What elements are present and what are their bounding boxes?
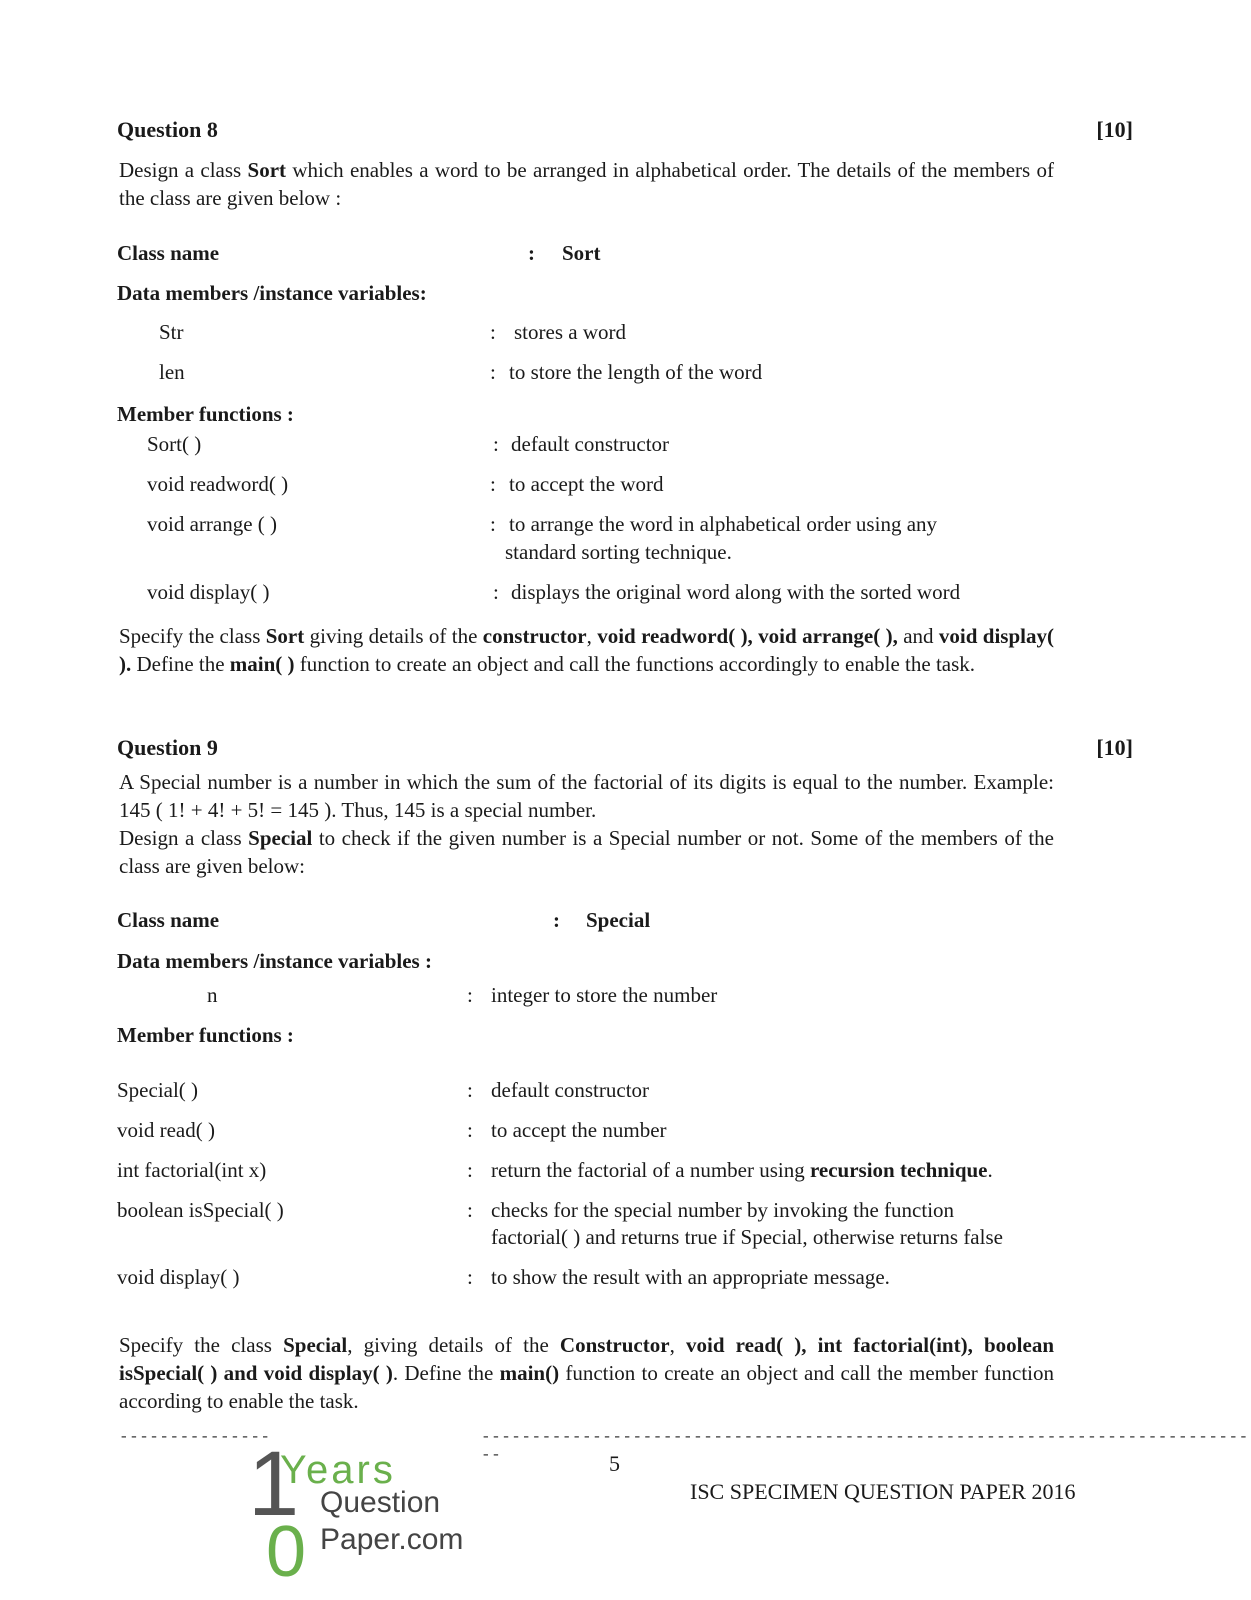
data-members-label: Data members /instance variables: (117, 281, 427, 305)
member-function-desc: default constructor (491, 1078, 650, 1102)
colon: : (493, 580, 499, 604)
site-logo (244, 1433, 484, 1598)
colon: : (467, 1118, 473, 1142)
colon: : (490, 360, 496, 384)
class-name-value: Special (586, 908, 651, 932)
colon: : (490, 472, 496, 496)
colon: : (490, 320, 496, 344)
class-name-label: Class name (117, 241, 220, 265)
data-member-desc: integer to store the number (491, 983, 718, 1007)
member-function-desc: to show the result with an appropriate message. (491, 1265, 890, 1289)
member-function-name: void display( ) (147, 580, 270, 604)
footer-divider-left: --------------- (119, 1428, 271, 1446)
colon: : (490, 512, 496, 536)
member-function-desc-cont: standard sorting technique. (505, 540, 732, 564)
member-function-name: int factorial(int x) (117, 1158, 267, 1182)
data-member-name: len (159, 360, 185, 384)
colon: : (493, 432, 499, 456)
member-function-desc: to accept the number (491, 1118, 667, 1142)
colon: : (467, 1265, 473, 1289)
question-8-intro: Design a class Sort which enables a word to be arranged in alphabetical order. The details of the members of the class are given below : (119, 158, 1054, 210)
member-function-name: void arrange ( ) (147, 512, 278, 536)
colon: : (467, 983, 473, 1007)
member-functions-label: Member functions : (117, 1023, 294, 1047)
member-function-name: boolean isSpecial( ) (117, 1198, 284, 1222)
member-function-name: Sort( ) (147, 432, 202, 456)
paper-title: ISC SPECIMEN QUESTION PAPER 2016 (690, 1479, 1076, 1504)
question-8-specification: Specify the class Sort giving details of the constructor, void readword( ), void arrange( ), and void display( ). Define the main( ) function to create an object and call the functions accordingly to enable the task. (119, 624, 1054, 676)
member-function-desc-cont: factorial( ) and returns true if Special, otherwise returns false (491, 1225, 1003, 1249)
logo-digit-one: 1 (248, 1433, 300, 1535)
question-9-title: Question 9 (117, 735, 218, 760)
class-name-colon: : (553, 908, 560, 932)
class-name-value: Sort (562, 241, 601, 265)
question-9-intro: Design a class Special to check if the given number is a Special number or not. Some of the members of the class are given below: (119, 826, 1054, 878)
class-name-colon: : (528, 241, 535, 265)
question-9-specification: Specify the class Special, giving details of the Constructor, void read( ), int factorial(int), boolean isSpecial( ) and void display( ). Define the main() function to create an object and call the member function according to enable the task. (119, 1333, 1055, 1413)
member-function-name: void display( ) (117, 1265, 240, 1289)
data-member-desc: to store the length of the word (509, 360, 763, 384)
member-function-name: void readword( ) (147, 472, 289, 496)
data-members-label: Data members /instance variables : (117, 949, 432, 973)
data-member-desc: stores a word (514, 320, 626, 344)
logo-years-text: Years (280, 1448, 396, 1492)
footer-divider-right: ------------------------------------------------------------------------------ (481, 1428, 1249, 1464)
colon: : (467, 1078, 473, 1102)
logo-digit-zero: 0 (266, 1512, 307, 1592)
question-9-marks: [10] (1096, 735, 1133, 760)
member-function-desc: checks for the special number by invoking the function (491, 1198, 955, 1222)
member-function-name: void read( ) (117, 1118, 215, 1142)
member-function-desc: return the factorial of a number using recursion technique. (491, 1158, 993, 1182)
class-name-label: Class name (117, 908, 220, 932)
logo-paper-text: Paper.com (320, 1523, 464, 1556)
colon: : (467, 1158, 473, 1182)
data-member-name: Str (159, 320, 184, 344)
member-function-desc: to accept the word (509, 472, 664, 496)
question-8-title: Question 8 (117, 117, 218, 142)
question-8-marks: [10] (1096, 117, 1133, 142)
question-9-definition: A Special number is a number in which the sum of the factorial of its digits is equal to the number. Example: 145 ( 1! + 4! + 5! = 145 ). Thus, 145 is a special number. (119, 770, 1054, 822)
member-functions-label: Member functions : (117, 402, 294, 426)
data-member-name: n (207, 983, 218, 1007)
member-function-desc: displays the original word along with the sorted word (511, 580, 961, 604)
page-number: 5 (609, 1451, 620, 1476)
member-function-name: Special( ) (117, 1078, 199, 1102)
colon: : (467, 1198, 473, 1222)
member-function-desc: default constructor (511, 432, 670, 456)
member-function-desc: to arrange the word in alphabetical order using any (509, 512, 938, 536)
logo-question-text: Question (320, 1486, 441, 1519)
